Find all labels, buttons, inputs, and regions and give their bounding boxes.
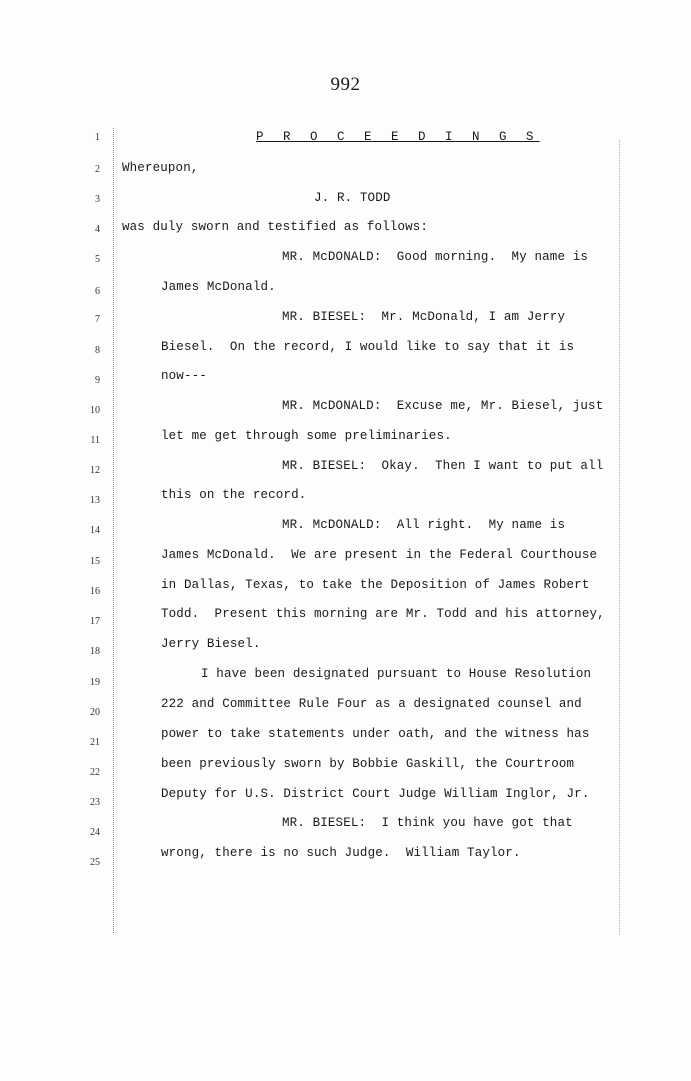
witness-name: J. R. TODD [314, 191, 391, 205]
line-number: 5 [95, 254, 100, 265]
proceedings-title: P R O C E E D I N G S [256, 130, 540, 144]
line-number: 4 [95, 224, 100, 235]
transcript-line: James McDonald. We are present in the Federal Courthouse [161, 548, 598, 562]
line-number: 18 [90, 646, 100, 657]
line-number: 6 [95, 286, 100, 297]
line-number: 14 [90, 525, 100, 536]
line-number: 17 [90, 616, 100, 627]
left-margin-line [113, 128, 114, 933]
line-number: 2 [95, 164, 100, 175]
transcript-line: wrong, there is no such Judge. William Taylor. [161, 846, 521, 860]
page-number: 992 [330, 74, 361, 95]
transcript-line: Jerry Biesel. [161, 637, 261, 651]
line-number: 21 [90, 737, 100, 748]
transcript-line: let me get through some preliminaries. [161, 429, 452, 443]
line-number: 12 [90, 465, 100, 476]
line-number: 25 [90, 857, 100, 868]
line-number: 10 [90, 405, 100, 416]
transcript-line: MR. BIESEL: Mr. McDonald, I am Jerry [282, 310, 566, 324]
transcript-line: Whereupon, [122, 161, 199, 175]
line-number: 11 [90, 435, 100, 446]
line-number: 20 [90, 707, 100, 718]
transcript-line: power to take statements under oath, and the witness has [161, 727, 590, 741]
transcript-line: MR. McDONALD: Good morning. My name is [282, 250, 589, 264]
line-number: 15 [90, 556, 100, 567]
transcript-line: Biesel. On the record, I would like to say that it is [161, 340, 575, 354]
transcript-line: in Dallas, Texas, to take the Deposition of James Robert [161, 578, 590, 592]
line-number: 7 [95, 314, 100, 325]
line-number: 1 [95, 132, 100, 143]
transcript-line: Todd. Present this morning are Mr. Todd and his attorney, [161, 607, 605, 621]
transcript-line: now--- [161, 369, 207, 383]
right-margin-line [619, 140, 620, 935]
transcript-line: MR. BIESEL: I think you have got that [282, 816, 573, 830]
transcript-line: Deputy for U.S. District Court Judge William Inglor, Jr. [161, 787, 590, 801]
transcript-line: this on the record. [161, 488, 307, 502]
line-number: 19 [90, 677, 100, 688]
line-number: 3 [95, 194, 100, 205]
line-number: 23 [90, 797, 100, 808]
transcript-line: James McDonald. [161, 280, 276, 294]
transcript-line: been previously sworn by Bobbie Gaskill, the Courtroom [161, 757, 575, 771]
transcript-line: 222 and Committee Rule Four as a designated counsel and [161, 697, 582, 711]
line-number: 9 [95, 375, 100, 386]
transcript-line: was duly sworn and testified as follows: [122, 220, 429, 234]
line-number: 13 [90, 495, 100, 506]
line-number: 22 [90, 767, 100, 778]
transcript-line: MR. McDONALD: All right. My name is [282, 518, 566, 532]
transcript-line: MR. BIESEL: Okay. Then I want to put all [282, 459, 604, 473]
transcript-line: I have been designated pursuant to House Resolution [201, 667, 592, 681]
line-number: 16 [90, 586, 100, 597]
line-number: 8 [95, 345, 100, 356]
transcript-line: MR. McDONALD: Excuse me, Mr. Biesel, just [282, 399, 604, 413]
line-number: 24 [90, 827, 100, 838]
